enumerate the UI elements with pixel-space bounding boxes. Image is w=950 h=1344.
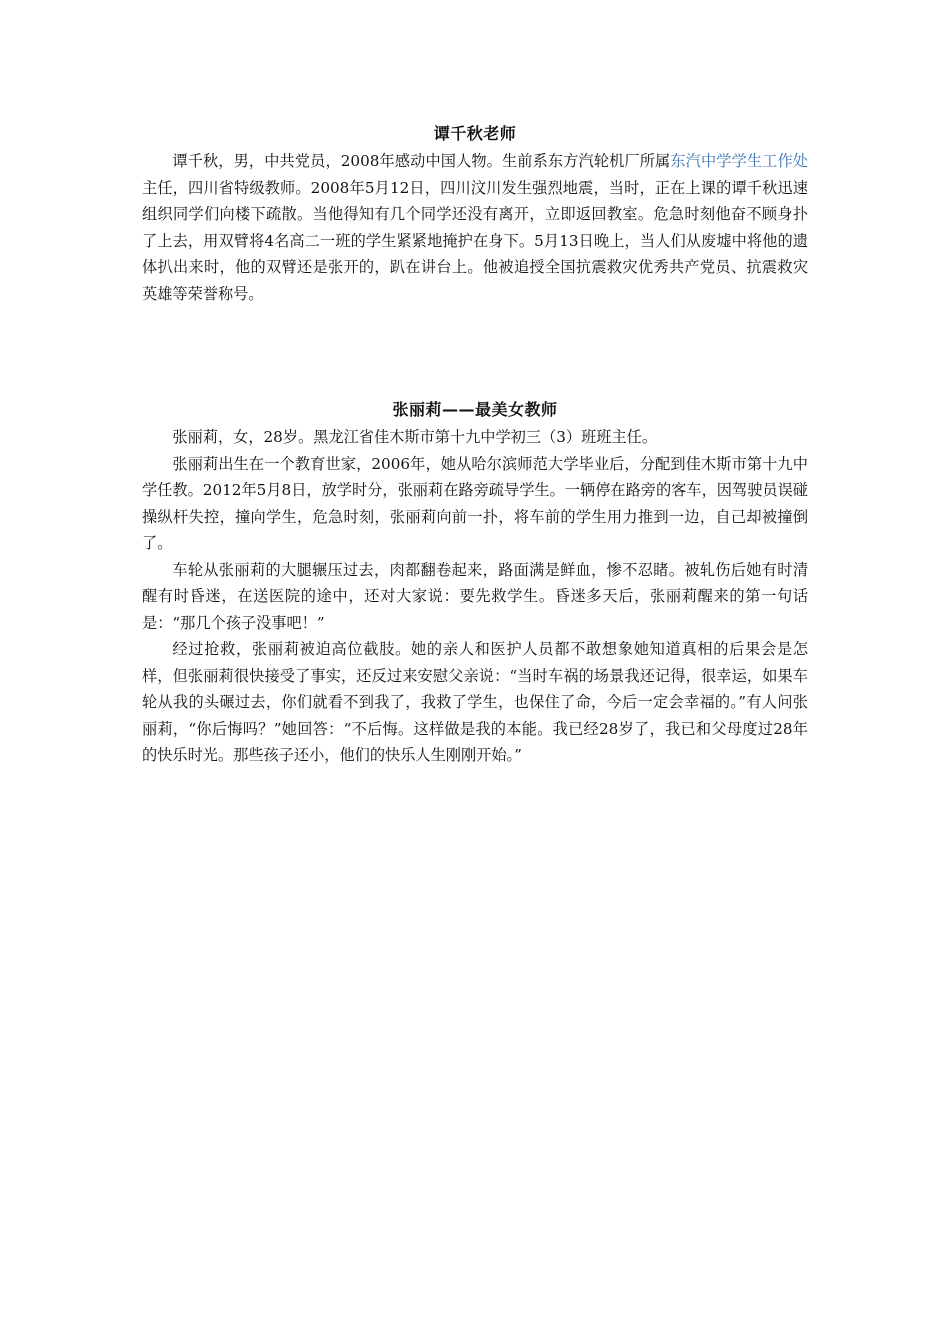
section-title: 张丽莉——最美女教师	[392, 400, 558, 419]
paragraph: 张丽莉出生在一个教育世家，2006年，她从哈尔滨师范大学毕业后，分配到佳木斯市第十九中学任教。2012年5月8日，放学时分，张丽莉在路旁疏导学生。一辆停在路旁的客车，因驾驶员误碰操纵杆失控，撞向学生，危急时刻，张丽莉向前一扑，将车前的学生用力推到一边，自己却被撞倒了。	[142, 454, 808, 552]
paragraph: 张丽莉，女，28岁。黑龙江省佳木斯市第十九中学初三（3）班班主任。	[172, 428, 658, 446]
section-tan-qianqiu	[142, 122, 808, 307]
section-title: 谭千秋老师	[433, 124, 517, 143]
paragraph: 经过抢救，张丽莉被迫高位截肢。她的亲人和医护人员都不敢想象她知道真相的后果会是怎样，但张丽莉很快接受了事实，还反过来安慰父亲说：“当时车祸的场景我还记得，很幸运，如果车轮从我的头碾过去，你们就看不到我了，我救了学生，也保住了命，今后一定会幸福的。”有人问张丽莉，“你后悔吗？”她回答：“不后悔。这样做是我的本能。我已经28岁了，我已和父母度过28年的快乐时光。那些孩子还小，他们的快乐人生刚刚开始。”	[142, 640, 808, 764]
paragraph-text: 谭千秋，男，中共党员，2008年感动中国人物。生前系东方汽轮机厂所属	[172, 152, 671, 170]
school-office-link[interactable]: 东汽中学学生工作处	[670, 152, 808, 170]
section-zhang-lili	[142, 398, 808, 769]
paragraph	[142, 148, 808, 307]
paragraph: 车轮从张丽莉的大腿辗压过去，肉都翻卷起来，路面满是鲜血，惨不忍睹。被轧伤后她有时清醒有时昏迷，在送医院的途中，还对大家说：要先救学生。昏迷多天后，张丽莉醒来的第一句话是：“那几个孩子没事吧！”	[142, 560, 808, 632]
paragraph-text: 主任，四川省特级教师。2008年5月12日，四川汶川发生强烈地震，当时，正在上课的谭千秋迅速组织同学们向楼下疏散。当他得知有几个同学还没有离开，立即返回教室。危急时刻他奋不顾身扑了上去，用双臂将4名高二一班的学生紧紧地掩护在身下。5月13日晚上，当人们从废墟中将他的遗体扒出来时，他的双臂还是张开的，趴在讲台上。他被追授全国抗震救灾优秀共产党员、抗震救灾英雄等荣誉称号。	[142, 178, 808, 303]
